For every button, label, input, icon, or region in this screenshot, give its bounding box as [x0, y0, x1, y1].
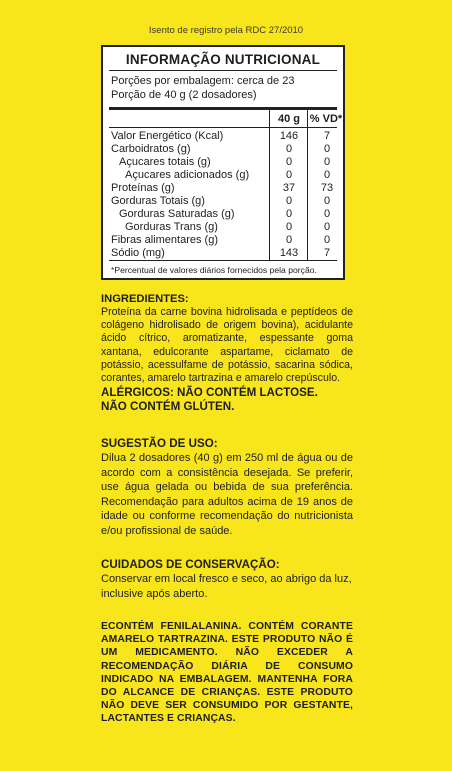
- nutrient-amount: 37: [282, 182, 296, 194]
- nutrient-label: Sódio (mg): [111, 247, 165, 259]
- nutrition-row: [111, 195, 337, 208]
- nutrient-label: Valor Energético (Kcal): [111, 130, 224, 142]
- nutrient-label: Gorduras Totais (g): [111, 195, 205, 207]
- nutrient-label: Gorduras Trans (g): [125, 221, 218, 233]
- nutrient-daily-value: 7: [323, 130, 331, 142]
- nutrient-daily-value: 0: [323, 156, 331, 168]
- usage-heading: SUGESTÃO DE USO:: [101, 437, 218, 450]
- nutrient-label: Açucares totais (g): [119, 156, 211, 168]
- registration-note: Isento de registro pela RDC 27/2010: [148, 25, 304, 36]
- nutrition-row: [111, 182, 337, 195]
- nutrient-label: Carboidratos (g): [111, 143, 191, 155]
- nutrition-row: [111, 130, 337, 143]
- allergens-line-1: ALÉRGICOS: NÃO CONTÉM LACTOSE.: [101, 386, 318, 400]
- nutrition-row: [111, 143, 337, 156]
- nutrition-footnote: *Percentual de valores diários fornecidos pela porção.: [111, 265, 317, 275]
- divider: [109, 260, 337, 261]
- storage-text: Conservar em local fresco e seco, ao abrigo da luz, inclusive após aberto.: [101, 573, 352, 600]
- nutrient-amount: 0: [285, 221, 293, 233]
- nutrient-label: Açucares adicionados (g): [125, 169, 250, 181]
- nutrient-daily-value: 0: [323, 195, 331, 207]
- nutrient-daily-value: 73: [320, 182, 334, 194]
- nutrient-daily-value: 0: [323, 234, 331, 246]
- nutrient-label: Gorduras Saturadas (g): [119, 208, 235, 220]
- nutrition-row: [111, 247, 337, 260]
- nutrient-amount: 0: [285, 234, 293, 246]
- divider-thick: [109, 107, 337, 110]
- ingredients-text: Proteína da carne bovina hidrolisada e peptídeos de colágeno hidrolisado de origem bovina), acidulante ácido cítrico, aromatizante, espessante goma xantana, edulcorante aspartame, ciclamato de potássio, acessulfame de potássio, sacarina sódica, corantes, amarelo tartrazina e amarelo crepúsculo.: [101, 306, 353, 385]
- col-amount-header: 40 g: [277, 113, 300, 125]
- ingredients-heading: INGREDIENTES:: [101, 293, 189, 305]
- nutrition-row: [111, 156, 337, 169]
- nutrient-amount: 0: [285, 195, 293, 207]
- nutrient-daily-value: 0: [323, 143, 331, 155]
- nutrient-label: Proteínas (g): [111, 182, 175, 194]
- usage-text: Dilua 2 dosadores (40 g) em 250 ml de água ou de acordo com a consistência desejada. Se preferir, use água gelada ou bebida de sua preferência. Recomendação para adultos acima de 19 anos de idade ou conforme recomendação do nutricionista e/ou profissional de saúde.: [101, 452, 353, 537]
- storage-section: [101, 558, 353, 601]
- nutrient-daily-value: 0: [323, 169, 331, 181]
- portions-per-package: Porções por embalagem: cerca de 23: [111, 75, 295, 87]
- nutrition-row: [111, 221, 337, 234]
- nutrient-daily-value: 0: [323, 221, 331, 233]
- nutrition-row: [111, 169, 337, 182]
- nutrient-daily-value: 0: [323, 208, 331, 220]
- warning-text: ECONTÉM FENILALANINA. CONTÉM CORANTE AMARELO TARTRAZINA. ESTE PRODUTO NÃO É UM MEDICAMENTO. NÃO EXCEDER A RECOMENDAÇÃO DIÁRIA DE CONSUMO INDICADO NA EMBALAGEM. MANTENHA FORA DO ALCANCE DE CRIANÇAS. ESTE PRODUTO NÃO DEVE SER CONSUMIDO POR GESTANTE, LACTANTES E CRIANÇAS.: [101, 621, 353, 725]
- nutrient-amount: 0: [285, 143, 293, 155]
- nutrient-amount: 0: [285, 169, 293, 181]
- nutrition-facts-table: [101, 45, 345, 280]
- nutrient-amount: 0: [285, 156, 293, 168]
- usage-section: [101, 437, 353, 539]
- nutrition-row: [111, 208, 337, 221]
- divider: [109, 127, 337, 128]
- nutrition-title: INFORMAÇÃO NUTRICIONAL: [125, 52, 321, 67]
- allergens-line-2: NÃO CONTÉM GLÚTEN.: [101, 400, 235, 414]
- nutrient-label: Fibras alimentares (g): [111, 234, 218, 246]
- nutrient-daily-value: 7: [323, 247, 331, 259]
- divider: [109, 70, 337, 71]
- col-dv-header: % VD*: [309, 113, 343, 125]
- nutrient-amount: 0: [285, 208, 293, 220]
- ingredients-section: [101, 292, 353, 414]
- portion-size: Porção de 40 g (2 dosadores): [111, 89, 257, 101]
- nutrient-amount: 143: [279, 247, 299, 259]
- nutrition-row: [111, 234, 337, 247]
- nutrient-amount: 146: [279, 130, 299, 142]
- storage-heading: CUIDADOS DE CONSERVAÇÃO:: [101, 558, 280, 571]
